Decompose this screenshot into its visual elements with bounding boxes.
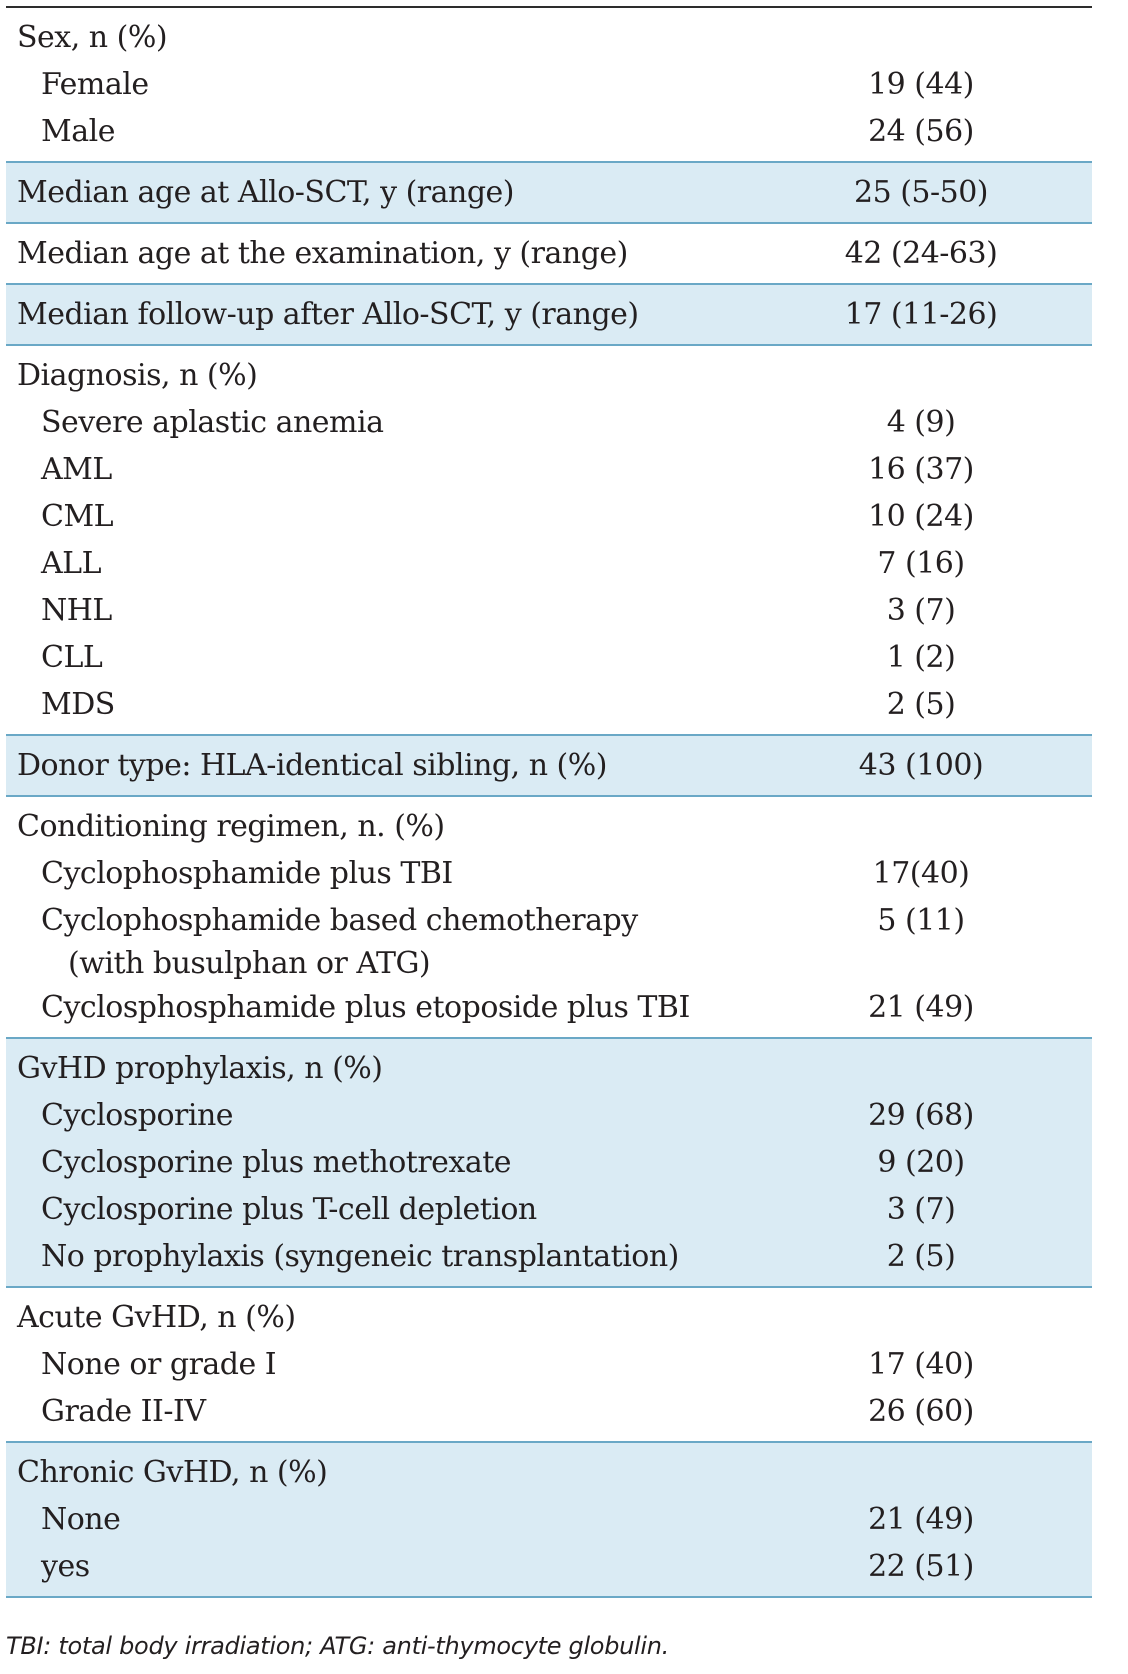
table-row xyxy=(6,742,1092,789)
table-footnote: TBI: total body irradiation; ATG: anti-thymocyte globulin. xyxy=(6,1632,670,1660)
row-value: 4 (9) xyxy=(886,405,956,440)
row-value: 19 (44) xyxy=(868,67,974,102)
table-row xyxy=(6,352,1092,399)
row-label: Donor type: HLA-identical sibling, n (%) xyxy=(17,748,607,783)
table-row xyxy=(6,984,1092,1031)
row-label: CLL xyxy=(41,640,103,675)
row-label: Cyclosporine xyxy=(41,1098,234,1133)
row-value: 25 (5-50) xyxy=(853,175,988,210)
row-value: 43 (100) xyxy=(858,748,984,783)
row-value: 2 (5) xyxy=(886,1239,956,1274)
row-label: Cyclosporine plus methotrexate xyxy=(41,1145,512,1180)
row-value: 7 (16) xyxy=(877,546,965,581)
row-value: 24 (56) xyxy=(868,114,974,149)
row-label: None xyxy=(41,1502,121,1537)
row-value: 17 (11-26) xyxy=(844,297,998,332)
table-row xyxy=(6,1092,1092,1139)
table-row xyxy=(6,1045,1092,1092)
table-row xyxy=(6,1388,1092,1435)
row-value: 9 (20) xyxy=(877,1145,965,1180)
row-value: 3 (7) xyxy=(886,1192,956,1227)
table-section xyxy=(6,1039,1092,1288)
table-row xyxy=(6,540,1092,587)
table-row xyxy=(6,1341,1092,1388)
row-label: No prophylaxis (syngeneic transplantation) xyxy=(41,1239,679,1274)
row-value: 5 (11) xyxy=(877,903,965,938)
row-label: NHL xyxy=(41,593,112,628)
table-section xyxy=(6,8,1092,163)
table-row xyxy=(6,897,1092,944)
row-label: GvHD prophylaxis, n (%) xyxy=(17,1051,383,1086)
row-label: Conditioning regimen, n. (%) xyxy=(17,809,445,844)
row-value: 21 (49) xyxy=(868,1502,974,1537)
table-section xyxy=(6,1288,1092,1443)
row-label: Median age at Allo-SCT, y (range) xyxy=(17,175,515,210)
row-value: 16 (37) xyxy=(868,452,974,487)
table-row xyxy=(6,1186,1092,1233)
row-label: (with busulphan or ATG) xyxy=(68,946,431,981)
table-row xyxy=(6,169,1092,216)
table-row xyxy=(6,944,1092,984)
table-row xyxy=(6,399,1092,446)
table-section xyxy=(6,1443,1092,1598)
table-row xyxy=(6,108,1092,155)
row-label: MDS xyxy=(41,687,115,722)
table-section xyxy=(6,346,1092,736)
row-value: 17 (40) xyxy=(868,1347,974,1382)
row-label: Acute GvHD, n (%) xyxy=(17,1300,296,1335)
row-label: None or grade I xyxy=(41,1347,277,1382)
row-label: Chronic GvHD, n (%) xyxy=(17,1455,328,1490)
row-label: Female xyxy=(41,67,149,102)
row-label: Cyclosphosphamide plus etoposide plus TBI xyxy=(41,990,690,1025)
row-value: 29 (68) xyxy=(868,1098,974,1133)
row-value: 42 (24-63) xyxy=(844,236,998,271)
row-label: Median follow-up after Allo-SCT, y (range) xyxy=(17,297,639,332)
row-label: Diagnosis, n (%) xyxy=(17,358,258,393)
row-label: CML xyxy=(41,499,114,534)
table-row xyxy=(6,14,1092,61)
row-value: 10 (24) xyxy=(868,499,974,534)
row-value: 17(40) xyxy=(872,856,970,891)
patient-characteristics-table xyxy=(6,6,1092,1598)
row-value: 26 (60) xyxy=(868,1394,974,1429)
table-row xyxy=(6,1543,1092,1590)
table-row xyxy=(6,446,1092,493)
row-label: Severe aplastic anemia xyxy=(41,405,384,440)
row-value: 2 (5) xyxy=(886,687,956,722)
table-row xyxy=(6,634,1092,681)
table-section xyxy=(6,736,1092,797)
table-section xyxy=(6,797,1092,1039)
table-row xyxy=(6,681,1092,728)
row-value: 1 (2) xyxy=(886,640,956,675)
row-value: 21 (49) xyxy=(868,990,974,1025)
table-row xyxy=(6,1449,1092,1496)
table-row xyxy=(6,493,1092,540)
table-row xyxy=(6,291,1092,338)
table-row xyxy=(6,1294,1092,1341)
row-value: 3 (7) xyxy=(886,593,956,628)
table-row xyxy=(6,1233,1092,1280)
row-label: ALL xyxy=(41,546,102,581)
table-section xyxy=(6,224,1092,285)
row-label: Grade II-IV xyxy=(41,1394,206,1429)
row-label: Male xyxy=(41,114,115,149)
table-section xyxy=(6,285,1092,346)
row-label: Cyclophosphamide plus TBI xyxy=(41,856,453,891)
row-value: 22 (51) xyxy=(868,1549,974,1584)
table-row xyxy=(6,587,1092,634)
table-row xyxy=(6,1496,1092,1543)
row-label: Cyclosporine plus T-cell depletion xyxy=(41,1192,537,1227)
row-label: AML xyxy=(41,452,112,487)
row-label: yes xyxy=(41,1549,90,1584)
table-row xyxy=(6,803,1092,850)
table-row xyxy=(6,850,1092,897)
table-row xyxy=(6,61,1092,108)
table-row xyxy=(6,230,1092,277)
row-label: Median age at the examination, y (range) xyxy=(17,236,628,271)
row-label: Cyclophosphamide based chemotherapy xyxy=(41,903,638,938)
table-row xyxy=(6,1139,1092,1186)
row-label: Sex, n (%) xyxy=(17,20,168,55)
table-section xyxy=(6,163,1092,224)
